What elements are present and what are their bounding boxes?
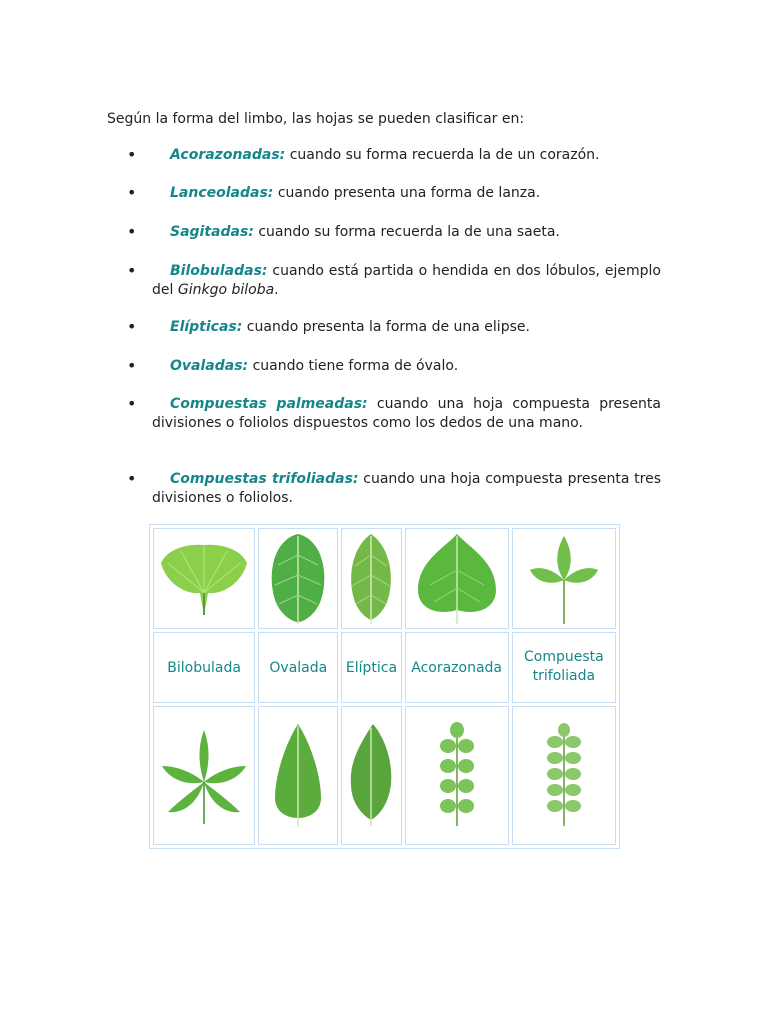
bullet: • bbox=[127, 356, 137, 375]
cell-compound-pinnate-image bbox=[405, 706, 509, 845]
pinnate-leaf-image bbox=[427, 720, 487, 830]
species-name: Ginkgo biloba bbox=[177, 282, 275, 298]
description: cuando una hoja compuesta presenta tres divisiones o foliolos. bbox=[152, 471, 661, 506]
label-cell bbox=[153, 632, 255, 703]
ginkgo-leaf-image bbox=[156, 533, 252, 623]
cell-acorazonada-image bbox=[405, 528, 509, 629]
elliptic-leaf-image bbox=[343, 530, 399, 626]
leaf-label: Compuesta trifoliada bbox=[524, 649, 604, 685]
description: cuando presenta una forma de lanza. bbox=[273, 185, 541, 201]
table-row-labels bbox=[153, 632, 616, 703]
term: Bilobuladas: bbox=[170, 263, 268, 279]
term: Elípticas: bbox=[170, 319, 243, 335]
leaf-label: Elíptica bbox=[345, 659, 398, 676]
description: cuando está partida o hendida en dos lóbulos, ejemplo del bbox=[152, 263, 661, 298]
cell-palmate-image bbox=[153, 706, 255, 845]
leaf-label: Acorazonada bbox=[411, 659, 502, 676]
description: cuando su forma recuerda la de un corazón. bbox=[285, 147, 600, 163]
bullet: • bbox=[127, 394, 137, 413]
heart-leaf-image bbox=[412, 530, 502, 626]
bullet: • bbox=[127, 261, 137, 280]
table-row-images-bottom bbox=[153, 706, 616, 845]
label-cell bbox=[258, 632, 338, 703]
leaf-label: Ovalada bbox=[269, 659, 328, 676]
cell-lanceolate-image bbox=[258, 706, 338, 845]
intro-paragraph: Según la forma del limbo, las hojas se pueden clasificar en: bbox=[107, 111, 525, 127]
lanceolate-leaf-image bbox=[263, 720, 333, 830]
term: Compuestas trifoliadas: bbox=[170, 471, 359, 487]
cell-ovalada-image bbox=[258, 528, 338, 629]
description: cuando su forma recuerda la de una saeta. bbox=[253, 224, 560, 240]
leaf-shapes-table bbox=[149, 524, 620, 849]
label-cell bbox=[341, 632, 401, 703]
description: cuando presenta la forma de una elipse. bbox=[242, 319, 530, 335]
description: cuando una hoja compuesta presenta divisiones o foliolos dispuestos como los dedos de una mano. bbox=[152, 396, 662, 431]
bullet: • bbox=[127, 145, 137, 164]
leaf-label: Bilobulada bbox=[167, 659, 241, 676]
cell-bilobulada-image bbox=[153, 528, 255, 629]
pinnate-leaf-image bbox=[534, 720, 594, 830]
term: Ovaladas: bbox=[170, 358, 249, 374]
cell-trifoliada-image bbox=[512, 528, 616, 629]
palmate-leaf-image bbox=[156, 720, 252, 830]
term: Compuestas palmeadas: bbox=[170, 396, 368, 412]
description: cuando tiene forma de óvalo. bbox=[248, 358, 459, 374]
trifoliate-leaf-image bbox=[524, 530, 604, 626]
label-cell bbox=[405, 632, 509, 703]
term: Acorazonadas: bbox=[170, 147, 286, 163]
description-end: . bbox=[274, 282, 279, 298]
bullet: • bbox=[127, 469, 137, 488]
term: Sagitadas: bbox=[170, 224, 254, 240]
bullet: • bbox=[127, 222, 137, 241]
label-cell bbox=[512, 632, 616, 703]
cell-compound-pinnate-2-image bbox=[512, 706, 616, 845]
cell-sagittate-image bbox=[341, 706, 401, 845]
term: Lanceoladas: bbox=[170, 185, 274, 201]
sagittate-leaf-image bbox=[343, 720, 399, 830]
bullet: • bbox=[127, 317, 137, 336]
table-row-images-top bbox=[153, 528, 616, 629]
cell-eliptica-image bbox=[341, 528, 401, 629]
oval-leaf-image bbox=[263, 530, 333, 626]
bullet: • bbox=[127, 183, 137, 202]
